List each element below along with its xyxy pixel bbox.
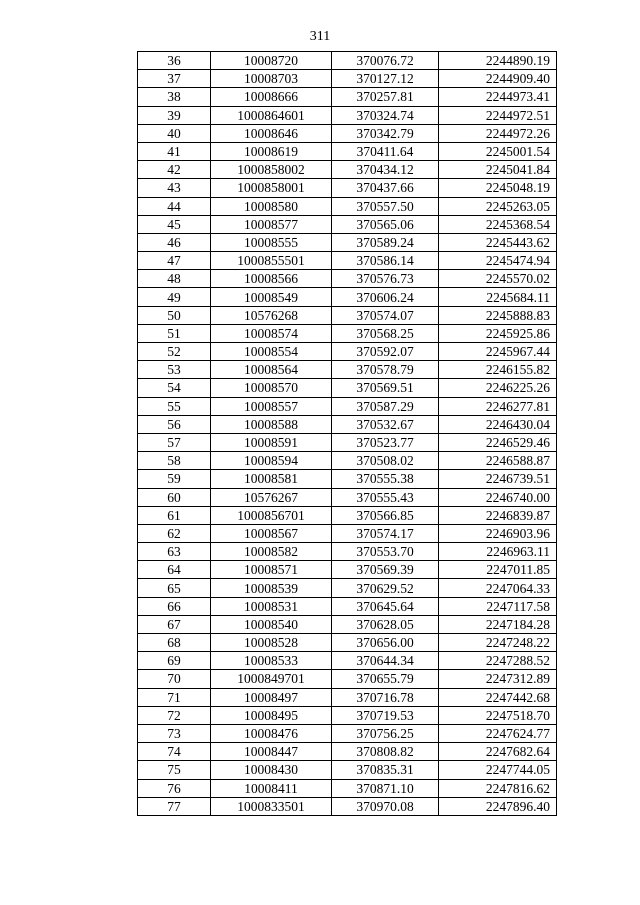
row-number-cell: 43 <box>138 179 211 197</box>
x-coordinate-cell: 370576.73 <box>332 270 439 288</box>
row-number-cell: 73 <box>138 724 211 742</box>
y-coordinate-cell: 2245684.11 <box>439 288 557 306</box>
table-row <box>138 561 557 579</box>
row-number-cell: 38 <box>138 88 211 106</box>
point-id-cell: 10008564 <box>211 361 332 379</box>
row-number-cell: 61 <box>138 506 211 524</box>
point-id-cell: 10008540 <box>211 615 332 633</box>
y-coordinate-cell: 2244973.41 <box>439 88 557 106</box>
table-row <box>138 724 557 742</box>
table-row <box>138 488 557 506</box>
y-coordinate-cell: 2244972.51 <box>439 106 557 124</box>
y-coordinate-cell: 2246529.46 <box>439 433 557 451</box>
row-number-cell: 54 <box>138 379 211 397</box>
point-id-cell: 10008580 <box>211 197 332 215</box>
point-id-cell: 10008495 <box>211 706 332 724</box>
point-id-cell: 10008533 <box>211 652 332 670</box>
x-coordinate-cell: 370555.38 <box>332 470 439 488</box>
y-coordinate-cell: 2245041.84 <box>439 161 557 179</box>
row-number-cell: 77 <box>138 797 211 815</box>
row-number-cell: 65 <box>138 579 211 597</box>
table-row <box>138 524 557 542</box>
table-row <box>138 743 557 761</box>
table-row <box>138 124 557 142</box>
row-number-cell: 67 <box>138 615 211 633</box>
row-number-cell: 60 <box>138 488 211 506</box>
row-number-cell: 63 <box>138 543 211 561</box>
y-coordinate-cell: 2245967.44 <box>439 343 557 361</box>
x-coordinate-cell: 370655.79 <box>332 670 439 688</box>
table-row <box>138 361 557 379</box>
row-number-cell: 72 <box>138 706 211 724</box>
point-id-cell: 10008555 <box>211 233 332 251</box>
point-id-cell: 10008557 <box>211 397 332 415</box>
table-row <box>138 470 557 488</box>
table-row <box>138 288 557 306</box>
table-row <box>138 779 557 797</box>
row-number-cell: 56 <box>138 415 211 433</box>
row-number-cell: 41 <box>138 142 211 160</box>
point-id-cell: 10008531 <box>211 597 332 615</box>
point-id-cell: 10008591 <box>211 433 332 451</box>
x-coordinate-cell: 370324.74 <box>332 106 439 124</box>
x-coordinate-cell: 370578.79 <box>332 361 439 379</box>
y-coordinate-cell: 2246155.82 <box>439 361 557 379</box>
x-coordinate-cell: 370574.17 <box>332 524 439 542</box>
row-number-cell: 64 <box>138 561 211 579</box>
point-id-cell: 10008582 <box>211 543 332 561</box>
x-coordinate-cell: 370871.10 <box>332 779 439 797</box>
row-number-cell: 37 <box>138 70 211 88</box>
y-coordinate-cell: 2246225.26 <box>439 379 557 397</box>
y-coordinate-cell: 2245263.05 <box>439 197 557 215</box>
table-row <box>138 233 557 251</box>
table-row <box>138 270 557 288</box>
point-id-cell: 10008588 <box>211 415 332 433</box>
row-number-cell: 76 <box>138 779 211 797</box>
y-coordinate-cell: 2247064.33 <box>439 579 557 597</box>
point-id-cell: 10008554 <box>211 343 332 361</box>
point-id-cell: 1000849701 <box>211 670 332 688</box>
y-coordinate-cell: 2246739.51 <box>439 470 557 488</box>
y-coordinate-cell: 2246277.81 <box>439 397 557 415</box>
table-row <box>138 215 557 233</box>
point-id-cell: 1000858001 <box>211 179 332 197</box>
y-coordinate-cell: 2245888.83 <box>439 306 557 324</box>
table-row <box>138 52 557 70</box>
x-coordinate-cell: 370434.12 <box>332 161 439 179</box>
coordinates-table <box>137 51 557 816</box>
table-row <box>138 506 557 524</box>
x-coordinate-cell: 370628.05 <box>332 615 439 633</box>
y-coordinate-cell: 2245443.62 <box>439 233 557 251</box>
table-row <box>138 688 557 706</box>
x-coordinate-cell: 370257.81 <box>332 88 439 106</box>
y-coordinate-cell: 2247288.52 <box>439 652 557 670</box>
point-id-cell: 10008571 <box>211 561 332 579</box>
table-row <box>138 797 557 815</box>
point-id-cell: 10008447 <box>211 743 332 761</box>
point-id-cell: 1000833501 <box>211 797 332 815</box>
y-coordinate-cell: 2245048.19 <box>439 179 557 197</box>
x-coordinate-cell: 370606.24 <box>332 288 439 306</box>
table-row <box>138 634 557 652</box>
x-coordinate-cell: 370568.25 <box>332 324 439 342</box>
table-row <box>138 761 557 779</box>
row-number-cell: 75 <box>138 761 211 779</box>
row-number-cell: 45 <box>138 215 211 233</box>
point-id-cell: 10008581 <box>211 470 332 488</box>
row-number-cell: 49 <box>138 288 211 306</box>
y-coordinate-cell: 2247816.62 <box>439 779 557 797</box>
row-number-cell: 55 <box>138 397 211 415</box>
table-row <box>138 142 557 160</box>
table-row <box>138 597 557 615</box>
table-body <box>138 52 557 816</box>
x-coordinate-cell: 370719.53 <box>332 706 439 724</box>
point-id-cell: 10008528 <box>211 634 332 652</box>
point-id-cell: 1000856701 <box>211 506 332 524</box>
x-coordinate-cell: 370574.07 <box>332 306 439 324</box>
x-coordinate-cell: 370645.64 <box>332 597 439 615</box>
x-coordinate-cell: 370342.79 <box>332 124 439 142</box>
point-id-cell: 10008549 <box>211 288 332 306</box>
y-coordinate-cell: 2246430.04 <box>439 415 557 433</box>
row-number-cell: 51 <box>138 324 211 342</box>
row-number-cell: 40 <box>138 124 211 142</box>
table-row <box>138 397 557 415</box>
point-id-cell: 10008476 <box>211 724 332 742</box>
y-coordinate-cell: 2247184.28 <box>439 615 557 633</box>
point-id-cell: 10008646 <box>211 124 332 142</box>
table-row <box>138 652 557 670</box>
point-id-cell: 10008570 <box>211 379 332 397</box>
x-coordinate-cell: 370586.14 <box>332 252 439 270</box>
y-coordinate-cell: 2245001.54 <box>439 142 557 160</box>
x-coordinate-cell: 370629.52 <box>332 579 439 597</box>
x-coordinate-cell: 370565.06 <box>332 215 439 233</box>
table-row <box>138 379 557 397</box>
y-coordinate-cell: 2247682.64 <box>439 743 557 761</box>
table-row <box>138 543 557 561</box>
y-coordinate-cell: 2247117.58 <box>439 597 557 615</box>
y-coordinate-cell: 2244909.40 <box>439 70 557 88</box>
x-coordinate-cell: 370589.24 <box>332 233 439 251</box>
x-coordinate-cell: 370716.78 <box>332 688 439 706</box>
x-coordinate-cell: 370644.34 <box>332 652 439 670</box>
point-id-cell: 1000864601 <box>211 106 332 124</box>
row-number-cell: 69 <box>138 652 211 670</box>
point-id-cell: 10008567 <box>211 524 332 542</box>
point-id-cell: 10008574 <box>211 324 332 342</box>
point-id-cell: 10008619 <box>211 142 332 160</box>
point-id-cell: 10008497 <box>211 688 332 706</box>
y-coordinate-cell: 2247624.77 <box>439 724 557 742</box>
x-coordinate-cell: 370587.29 <box>332 397 439 415</box>
x-coordinate-cell: 370508.02 <box>332 452 439 470</box>
x-coordinate-cell: 370127.12 <box>332 70 439 88</box>
point-id-cell: 10008539 <box>211 579 332 597</box>
table-row <box>138 452 557 470</box>
x-coordinate-cell: 370569.39 <box>332 561 439 579</box>
y-coordinate-cell: 2247248.22 <box>439 634 557 652</box>
x-coordinate-cell: 370532.67 <box>332 415 439 433</box>
point-id-cell: 10008566 <box>211 270 332 288</box>
x-coordinate-cell: 370553.70 <box>332 543 439 561</box>
table-row <box>138 433 557 451</box>
x-coordinate-cell: 370411.64 <box>332 142 439 160</box>
y-coordinate-cell: 2247312.89 <box>439 670 557 688</box>
x-coordinate-cell: 370656.00 <box>332 634 439 652</box>
row-number-cell: 36 <box>138 52 211 70</box>
row-number-cell: 48 <box>138 270 211 288</box>
y-coordinate-cell: 2245368.54 <box>439 215 557 233</box>
table-row <box>138 324 557 342</box>
x-coordinate-cell: 370557.50 <box>332 197 439 215</box>
y-coordinate-cell: 2247442.68 <box>439 688 557 706</box>
row-number-cell: 50 <box>138 306 211 324</box>
row-number-cell: 71 <box>138 688 211 706</box>
page-number: 311 <box>309 29 331 44</box>
y-coordinate-cell: 2245570.02 <box>439 270 557 288</box>
row-number-cell: 58 <box>138 452 211 470</box>
row-number-cell: 57 <box>138 433 211 451</box>
table-row <box>138 579 557 597</box>
row-number-cell: 46 <box>138 233 211 251</box>
table-row <box>138 306 557 324</box>
y-coordinate-cell: 2247896.40 <box>439 797 557 815</box>
row-number-cell: 39 <box>138 106 211 124</box>
row-number-cell: 44 <box>138 197 211 215</box>
y-coordinate-cell: 2244890.19 <box>439 52 557 70</box>
y-coordinate-cell: 2246903.96 <box>439 524 557 542</box>
y-coordinate-cell: 2246740.00 <box>439 488 557 506</box>
row-number-cell: 52 <box>138 343 211 361</box>
point-id-cell: 1000855501 <box>211 252 332 270</box>
table-row <box>138 88 557 106</box>
y-coordinate-cell: 2246588.87 <box>439 452 557 470</box>
x-coordinate-cell: 370756.25 <box>332 724 439 742</box>
x-coordinate-cell: 370970.08 <box>332 797 439 815</box>
point-id-cell: 10008411 <box>211 779 332 797</box>
table-row <box>138 252 557 270</box>
row-number-cell: 59 <box>138 470 211 488</box>
table-row <box>138 106 557 124</box>
table-row <box>138 615 557 633</box>
y-coordinate-cell: 2247011.85 <box>439 561 557 579</box>
point-id-cell: 10576268 <box>211 306 332 324</box>
row-number-cell: 53 <box>138 361 211 379</box>
y-coordinate-cell: 2246839.87 <box>439 506 557 524</box>
y-coordinate-cell: 2247518.70 <box>439 706 557 724</box>
table-row <box>138 343 557 361</box>
point-id-cell: 10008594 <box>211 452 332 470</box>
point-id-cell: 10008703 <box>211 70 332 88</box>
y-coordinate-cell: 2245474.94 <box>439 252 557 270</box>
row-number-cell: 62 <box>138 524 211 542</box>
x-coordinate-cell: 370566.85 <box>332 506 439 524</box>
table-row <box>138 670 557 688</box>
y-coordinate-cell: 2247744.05 <box>439 761 557 779</box>
row-number-cell: 47 <box>138 252 211 270</box>
table-row <box>138 197 557 215</box>
row-number-cell: 66 <box>138 597 211 615</box>
table-row <box>138 161 557 179</box>
row-number-cell: 42 <box>138 161 211 179</box>
table-row <box>138 415 557 433</box>
point-id-cell: 1000858002 <box>211 161 332 179</box>
x-coordinate-cell: 370523.77 <box>332 433 439 451</box>
table-row <box>138 706 557 724</box>
point-id-cell: 10008577 <box>211 215 332 233</box>
point-id-cell: 10008720 <box>211 52 332 70</box>
y-coordinate-cell: 2246963.11 <box>439 543 557 561</box>
point-id-cell: 10008430 <box>211 761 332 779</box>
x-coordinate-cell: 370835.31 <box>332 761 439 779</box>
x-coordinate-cell: 370076.72 <box>332 52 439 70</box>
table-row <box>138 179 557 197</box>
x-coordinate-cell: 370555.43 <box>332 488 439 506</box>
x-coordinate-cell: 370592.07 <box>332 343 439 361</box>
point-id-cell: 10576267 <box>211 488 332 506</box>
y-coordinate-cell: 2244972.26 <box>439 124 557 142</box>
row-number-cell: 74 <box>138 743 211 761</box>
table-row <box>138 70 557 88</box>
row-number-cell: 70 <box>138 670 211 688</box>
point-id-cell: 10008666 <box>211 88 332 106</box>
x-coordinate-cell: 370569.51 <box>332 379 439 397</box>
x-coordinate-cell: 370437.66 <box>332 179 439 197</box>
x-coordinate-cell: 370808.82 <box>332 743 439 761</box>
y-coordinate-cell: 2245925.86 <box>439 324 557 342</box>
row-number-cell: 68 <box>138 634 211 652</box>
